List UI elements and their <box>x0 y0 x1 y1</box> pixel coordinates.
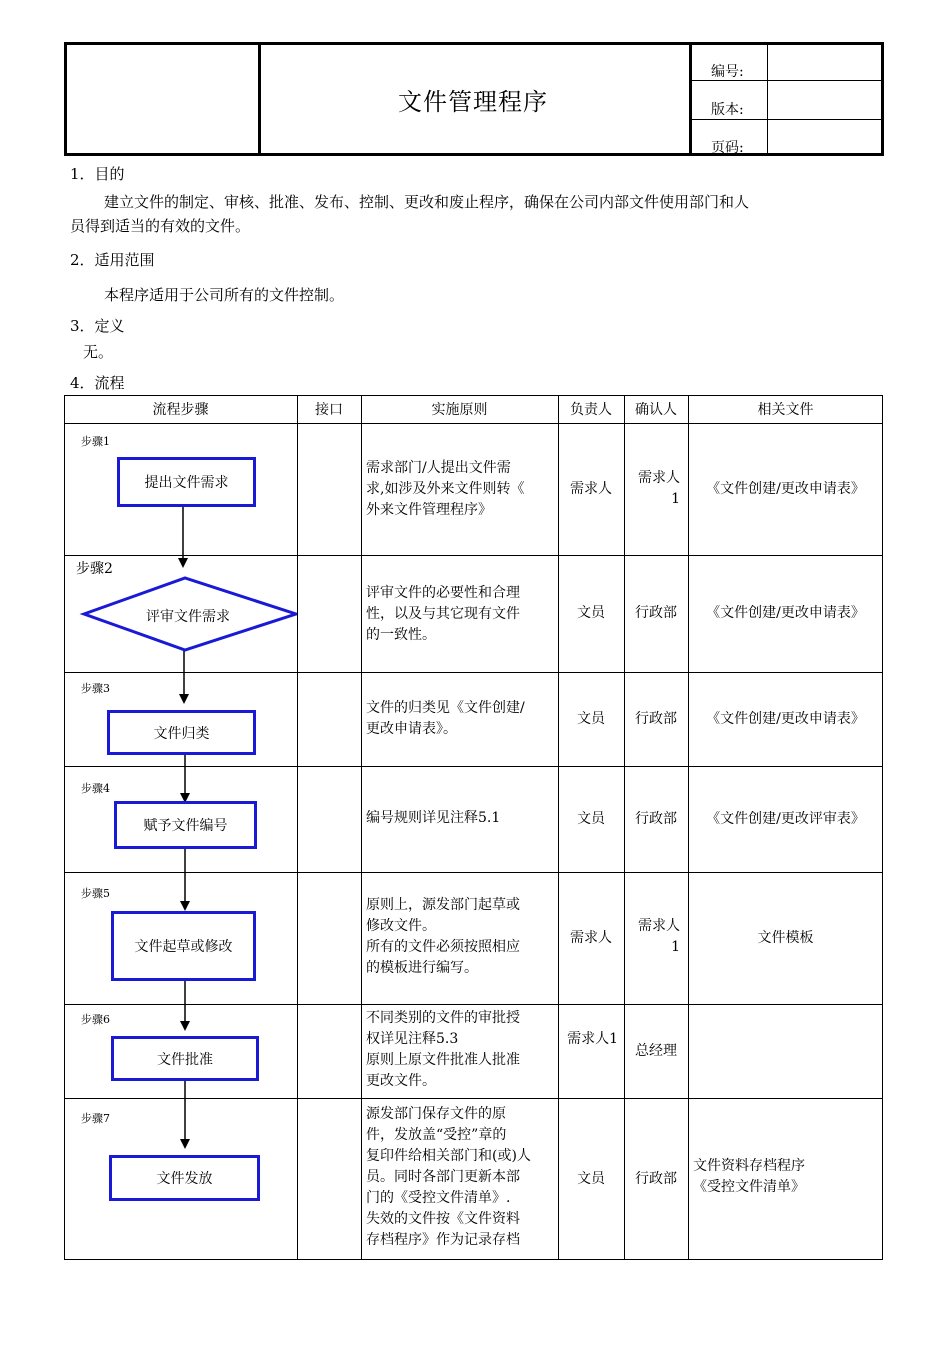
confirm-cell: 需求人 1 <box>638 918 680 955</box>
docs-cell: 《文件创建/更改申请表》 <box>706 710 865 727</box>
docs-cell: 文件资料存档程序 《受控文件清单》 <box>693 1158 805 1195</box>
flow-box-approve: 文件批准 <box>111 1036 259 1081</box>
flow-box-distribute: 文件发放 <box>109 1155 260 1201</box>
header-confirm: 确认人 <box>635 402 677 418</box>
confirm-cell: 需求人 1 <box>638 470 680 507</box>
section-2-heading: 2．适用范围 <box>70 251 155 269</box>
step-label: 步骤1 <box>81 435 110 448</box>
section-4-heading: 4．流程 <box>70 374 125 392</box>
owner-cell: 文员 <box>577 810 605 827</box>
owner-cell: 文员 <box>577 605 605 621</box>
step-label: 步骤6 <box>81 1013 110 1026</box>
flow-box-draft: 文件起草或修改 <box>111 911 256 981</box>
owner-cell: 文员 <box>577 710 605 727</box>
owner-cell: 需求人1 <box>567 1031 618 1047</box>
field-page-label: 页码: <box>711 140 744 156</box>
docs-cell: 《文件创建/更改申请表》 <box>706 605 865 621</box>
flow-box-classify: 文件归类 <box>107 710 256 755</box>
field-version-label: 版本: <box>711 102 744 118</box>
header-owner: 负责人 <box>570 402 612 418</box>
col-divider <box>297 395 298 1260</box>
section-1-heading: 1．目的 <box>70 165 125 183</box>
owner-cell: 需求人 <box>570 480 612 497</box>
principle-text: 源发部门保存文件的原 件，发放盖“受控”章的 复印件给相关部门和(或)人 员。同时各部门更新本部 门的《受控文件清单》. 失效的文件按《文件资料 存档程序》作为记录存档 <box>366 1106 531 1248</box>
docs-cell: 文件模板 <box>757 929 814 946</box>
section-1-text: 员得到适当的有效的文件。 <box>70 217 251 235</box>
arrow-head <box>180 1021 190 1031</box>
section-2-text: 本程序适用于公司所有的文件控制。 <box>104 286 345 304</box>
field-number-label: 编号: <box>711 64 744 80</box>
owner-cell: 需求人 <box>570 929 612 946</box>
section-3-heading: 3．定义 <box>70 317 125 335</box>
document-title: 文件管理程序 <box>398 87 548 116</box>
flow-box-request: 提出文件需求 <box>117 457 256 507</box>
step-label: 步骤2 <box>76 561 113 577</box>
arrow-head <box>180 1139 190 1149</box>
principle-text: 需求部门/人提出文件需 求,如涉及外来文件则转《 外来文件管理程序》 <box>366 460 525 518</box>
principle-text: 编号规则详见注释5.1 <box>366 810 501 826</box>
confirm-cell: 总经理 <box>635 1042 677 1059</box>
col-divider <box>361 395 362 1260</box>
section-3-text: 无。 <box>83 343 114 361</box>
owner-cell: 文员 <box>577 1170 605 1187</box>
section-1-text: 建立文件的制定、审核、批准、发布、控制、更改和废止程序，确保在公司内部文件使用部门和人 <box>104 193 750 211</box>
step-label: 步骤7 <box>81 1112 110 1125</box>
docs-cell: 《文件创建/更改评审表》 <box>706 810 865 827</box>
meta-divider <box>689 119 883 120</box>
arrow-head <box>180 901 190 911</box>
step-label: 步骤5 <box>81 887 110 900</box>
principle-text: 文件的归类见《文件创建/ 更改申请表》。 <box>366 700 525 737</box>
header-docs: 相关文件 <box>757 402 814 418</box>
header-principle: 实施原则 <box>431 402 488 418</box>
step-label: 步骤3 <box>81 682 110 695</box>
flow-decision-label: 评审文件需求 <box>146 609 230 625</box>
principle-text: 不同类别的文件的审批授 权详见注释5.3 原则上原文件批准人批准 更改文件。 <box>366 1010 520 1089</box>
header-interface: 接口 <box>315 402 343 418</box>
flow-box-number: 赋予文件编号 <box>114 801 257 849</box>
confirm-cell: 行政部 <box>635 605 677 621</box>
principle-text: 原则上，源发部门起草或 修改文件。 所有的文件必须按照相应 的模板进行编写。 <box>366 897 520 976</box>
confirm-cell: 行政部 <box>635 810 677 827</box>
confirm-cell: 行政部 <box>635 710 677 727</box>
header-flow-step: 流程步骤 <box>152 402 209 418</box>
principle-text: 评审文件的必要性和合理 性，以及与其它现有文件 的一致性。 <box>366 585 520 643</box>
header-divider <box>689 45 692 153</box>
arrow-head <box>179 694 189 704</box>
docs-cell: 《文件创建/更改申请表》 <box>706 480 865 497</box>
meta-divider <box>767 43 768 155</box>
confirm-cell: 行政部 <box>635 1170 677 1187</box>
arrow-head <box>178 558 188 568</box>
step-label: 步骤4 <box>81 782 110 795</box>
